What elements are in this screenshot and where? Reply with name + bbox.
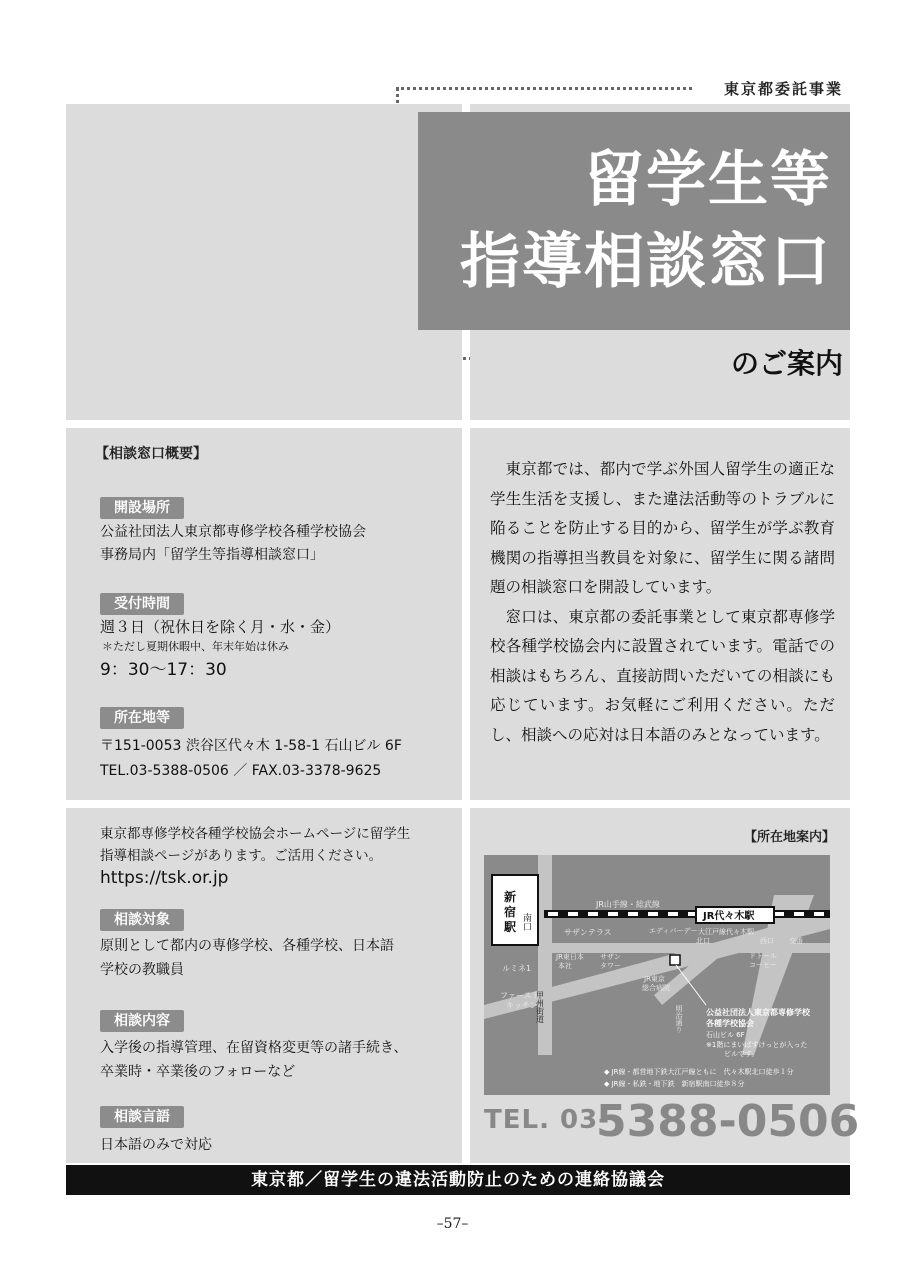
hours-note: ＊ただし夏期休暇中、年末年始は休み xyxy=(102,640,289,653)
title-box xyxy=(418,112,850,330)
map-office-note-1: ※1階にまいばすけっとが入った xyxy=(706,1041,808,1049)
title-line-2: 指導相談窓口 xyxy=(460,227,832,297)
homepage-line-2: 指導相談ページがあります。ご活用ください。 xyxy=(100,848,383,864)
commission-tag: 東京都委託事業 xyxy=(723,80,843,98)
map-southern-tower: サザン xyxy=(600,953,621,961)
council-banner: 東京都／留学生の違法活動防止のための連絡協議会 xyxy=(66,1165,850,1195)
map-southern-tower-2: タワー xyxy=(600,962,621,970)
map-office-bldg: 石山ビル 6F xyxy=(706,1031,745,1039)
map-south-exit: 南口 xyxy=(521,913,531,931)
map-first-kitchen: ファースト xyxy=(500,991,540,1000)
subtitle: のご案内 xyxy=(730,347,843,380)
map-shinjuku-3: 駅 xyxy=(504,920,517,934)
location-label: 開設場所 xyxy=(100,497,184,519)
tel-number: 5388-0506 xyxy=(596,1096,860,1147)
address-label: 所在地等 xyxy=(100,707,184,729)
top-left-panel xyxy=(66,104,462,420)
address-line-2: TEL.03-5388-0506 ／ FAX.03-3378-9625 xyxy=(100,763,382,779)
address-line-1: 〒151-0053 渋谷区代々木 1-58-1 石山ビル 6F xyxy=(100,738,402,754)
map-north-exit: 北口 xyxy=(696,937,710,945)
language-label: 相談言語 xyxy=(100,1106,184,1128)
map-office-marker xyxy=(670,955,680,965)
map-office-name-1: 公益社団法人東京都専修学校 xyxy=(706,1008,810,1017)
hours-line-1: 週３日（祝休日を除く月・水・金） xyxy=(100,618,341,636)
map-epita: エディバーデー xyxy=(649,927,698,935)
map-access-1: ◆ JR線・都営地下鉄大江戸線ともに 代々木駅北口徒歩１分 xyxy=(604,1068,794,1076)
overview-heading: 【相談窓口概要】 xyxy=(95,446,207,462)
map-jr-east-hq: JR東日本 xyxy=(556,953,584,961)
map-yoyogi-label: JR代々木駅 xyxy=(703,911,755,922)
hours-time: 9：30〜17：30 xyxy=(100,660,227,680)
map-jr-line: JR山手線・総武線 xyxy=(596,900,660,909)
target-label: 相談対象 xyxy=(100,909,184,931)
map-oedo: 大江戸線代々木駅 xyxy=(698,928,754,936)
title-line-1: 留学生等 xyxy=(584,145,832,215)
map-doutor: ドトール xyxy=(749,952,777,960)
map-west-exit: 西口 xyxy=(760,937,774,945)
location-map xyxy=(484,855,830,1095)
map-shinjuku-1: 新 xyxy=(504,890,517,904)
content-label: 相談内容 xyxy=(100,1010,184,1032)
language-line-1: 日本語のみで対応 xyxy=(100,1137,212,1153)
intro-paragraph-2: 窓口は、東京都の委託事業として東京都専修学校各種学校協会内に設置されています。電話での相談はもちろん、直接訪問いただいての相談にも応じています。お気軽にご利用ください。ただし、相談への応対は日本語のみとなっています。 xyxy=(490,607,835,744)
tel-prefix: TEL. 03- xyxy=(484,1105,610,1135)
content-line-1: 入学後の指導管理、在留資格変更等の諸手続き、 xyxy=(100,1040,408,1056)
dotted-frame-top xyxy=(396,87,692,90)
map-lumine: ルミネ1 xyxy=(502,964,532,973)
content-line-2: 卒業時・卒業後のフォローなど xyxy=(100,1064,296,1080)
page-number: –57– xyxy=(436,1216,469,1232)
target-line-1: 原則として都内の専修学校、各種学校、日本語 xyxy=(100,938,394,954)
intro-text xyxy=(490,455,835,750)
map-koban: 交番 xyxy=(789,937,803,945)
target-line-2: 学校の教職員 xyxy=(100,962,184,978)
map-road-shinjuku xyxy=(535,855,552,1055)
map-heading: 【所在地案内】 xyxy=(743,830,835,845)
map-office-name-2: 各種学校協会 xyxy=(706,1019,754,1028)
map-southern-terrace: サザンテラス xyxy=(564,928,612,937)
map-graphic xyxy=(484,855,830,1095)
map-meiji: 明治通り xyxy=(675,1005,683,1033)
map-access-2: ◆ JR線・私鉄・地下鉄 新宿駅南口徒歩８分 xyxy=(604,1080,745,1088)
homepage-line-1: 東京都専修学校各種学校協会ホームページに留学生 xyxy=(100,826,411,842)
map-coffee: コーヒー xyxy=(749,961,777,969)
homepage-url[interactable]: https://tsk.or.jp xyxy=(100,868,229,888)
hours-label: 受付時間 xyxy=(100,593,184,615)
map-shinjuku-2: 宿 xyxy=(504,905,517,919)
map-office-note-2: ビルです。 xyxy=(724,1050,759,1058)
map-rail xyxy=(544,910,830,918)
map-jr-hospital: JR東京 xyxy=(644,975,665,983)
map-jr-hospital-2: 総合病院 xyxy=(642,984,670,992)
intro-paragraph-1: 東京都では、都内で学ぶ外国人留学生の適正な学生生活を支援し、また違法活動等のトラブルに陥ることを防止する目的から、留学生が学ぶ教育機関の指導担当教員を対象に、留学生に関る諸問題の相談窓口を開設しています。 xyxy=(490,460,835,596)
location-line-1: 公益社団法人東京都専修学校各種学校協会 xyxy=(100,524,366,540)
map-koshu: 甲州街道 xyxy=(535,991,545,1023)
map-first-kitchen-2: キッチン xyxy=(506,1001,538,1010)
location-line-2: 事務局内「留学生等指導相談窓口」 xyxy=(100,547,324,563)
map-jr-east-hq-2: 本社 xyxy=(558,962,572,970)
